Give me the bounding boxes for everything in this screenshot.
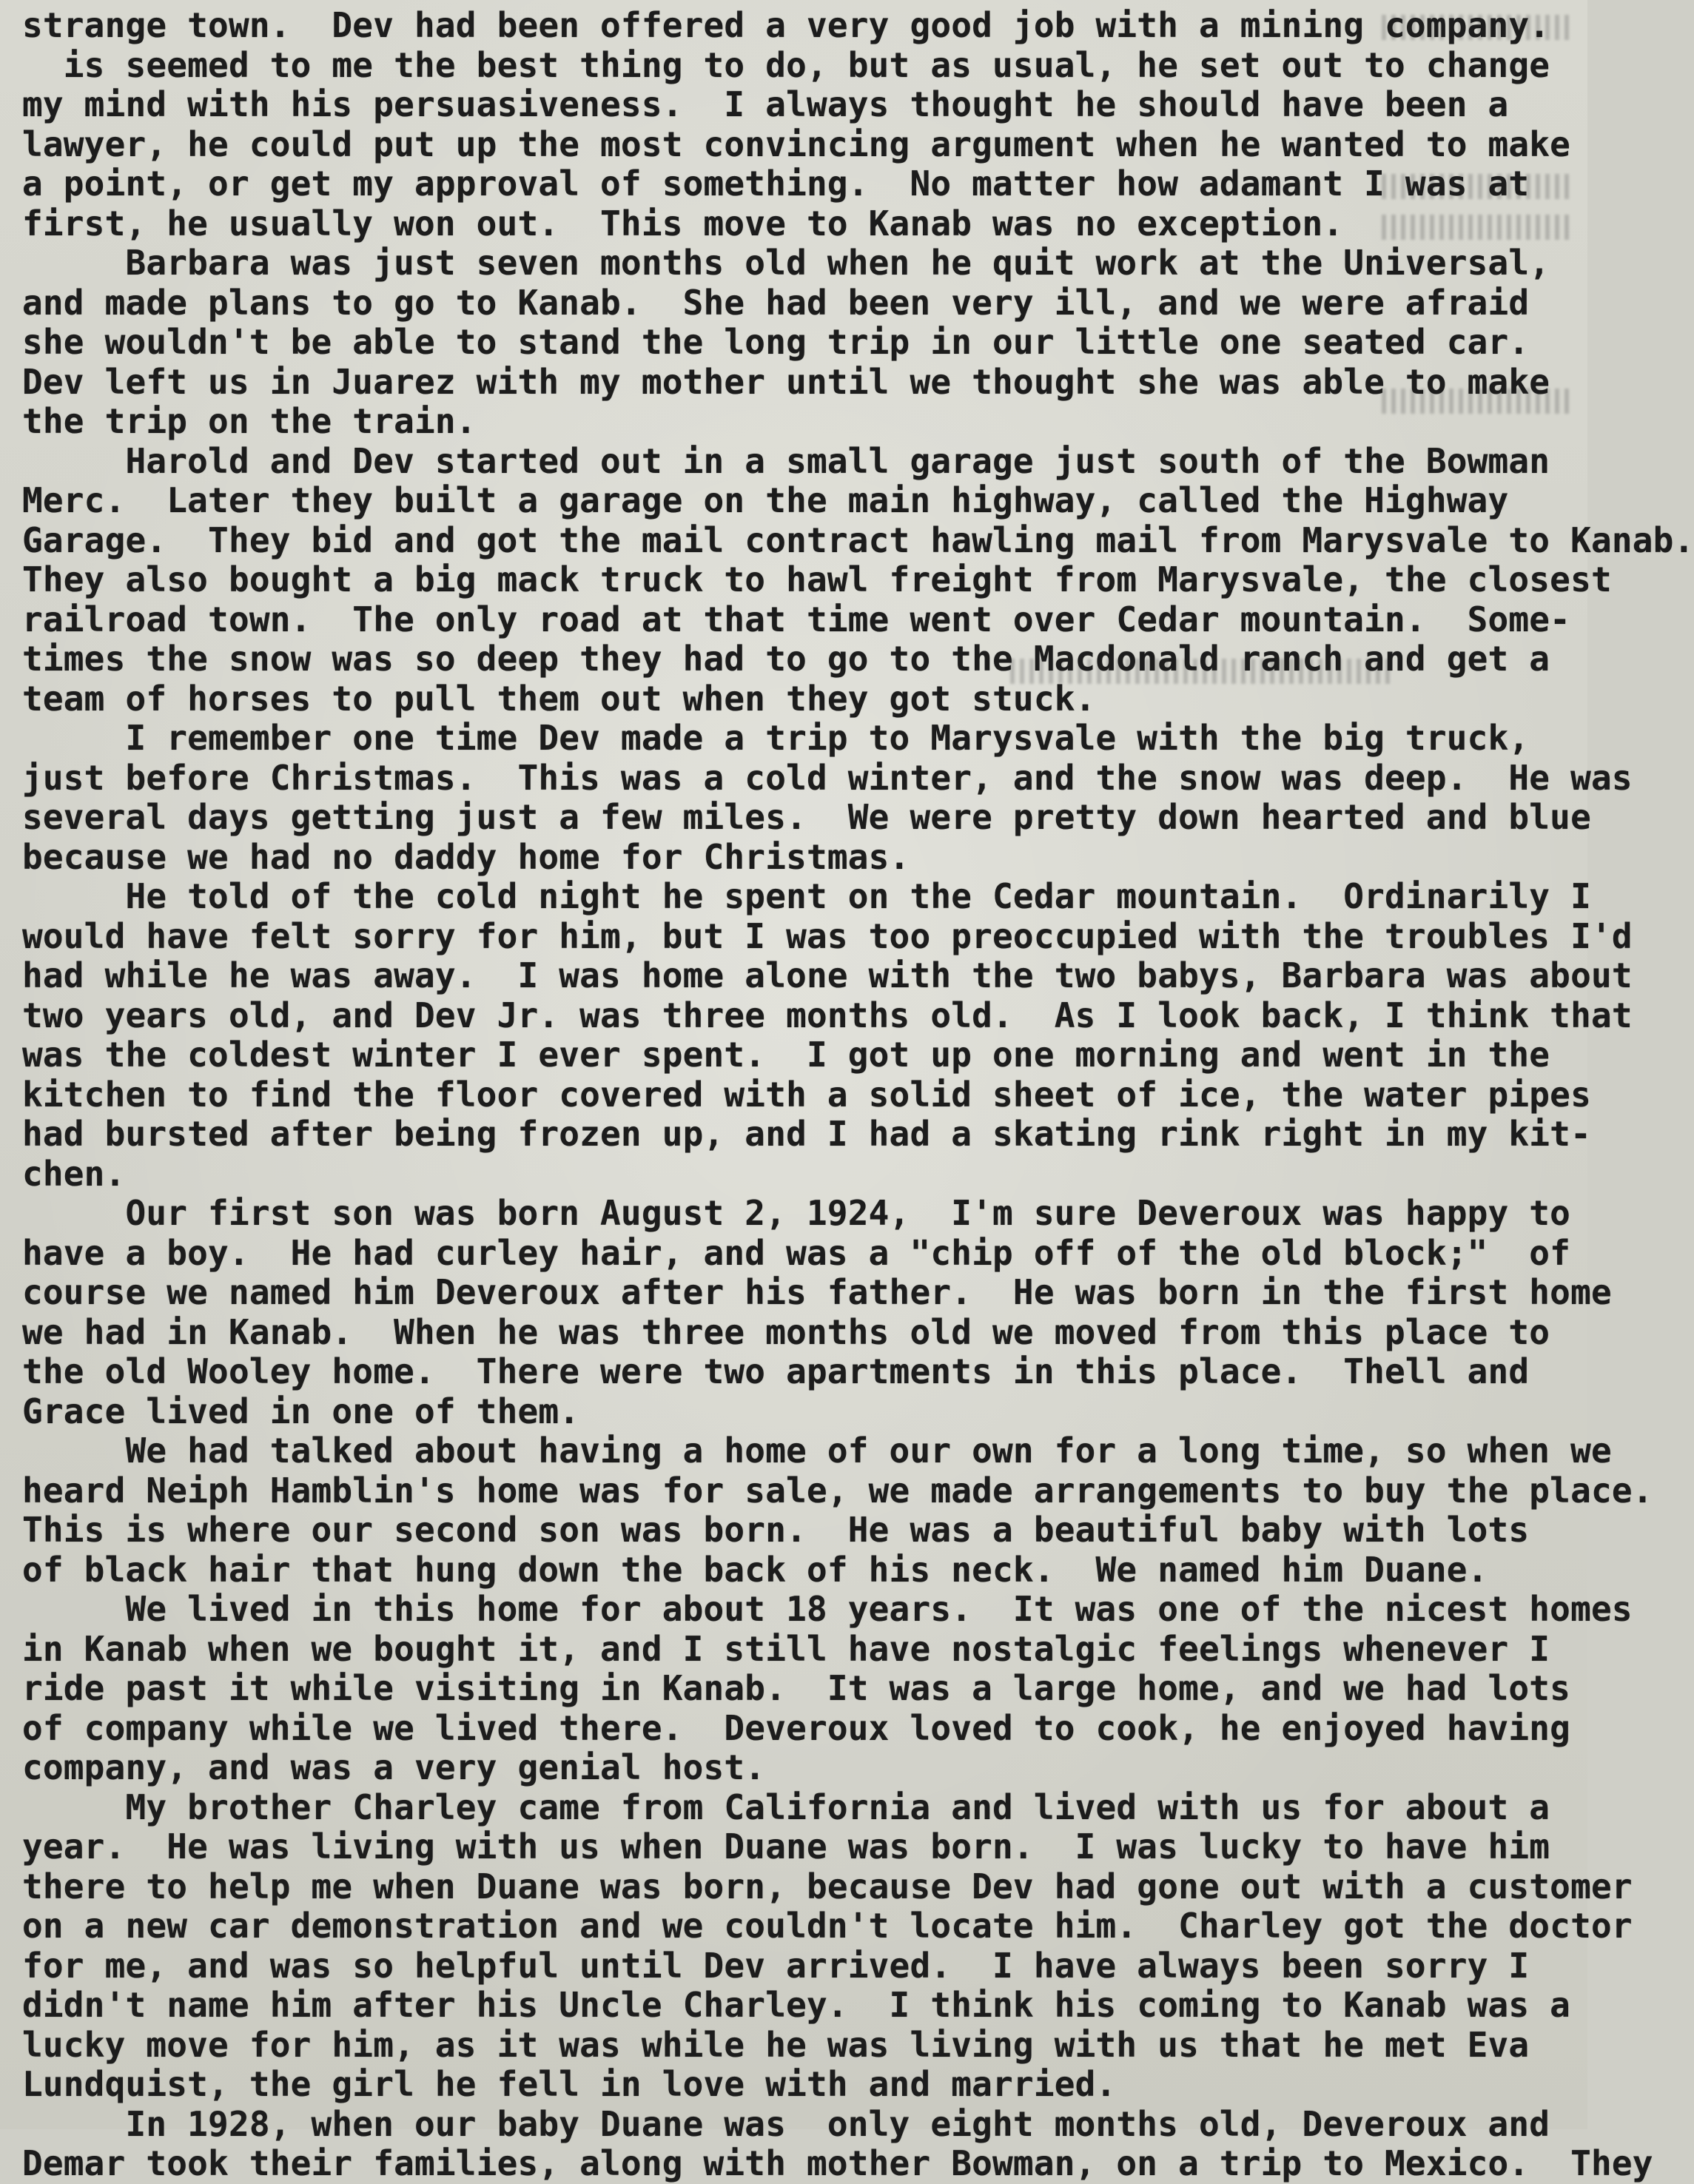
text-line: have a boy. He had curley hair, and was a "chip off of the old block;" of	[22, 1232, 1571, 1273]
text-line: team of horses to pull them out when they got stuck.	[22, 678, 1096, 719]
text-line: first, he usually won out. This move to Kanab was no exception.	[22, 203, 1344, 243]
text-line: We had talked about having a home of our own for a long time, so when we	[22, 1431, 1612, 1471]
text-line: we had in Kanab. When he was three months old we moved from this place to	[22, 1311, 1550, 1352]
text-line: company, and was a very genial host.	[22, 1747, 766, 1787]
text-line: My brother Charley came from California and lived with us for about a	[22, 1787, 1550, 1827]
text-line: several days getting just a few miles. We were pretty down hearted and blue	[22, 797, 1591, 837]
text-line: lucky move for him, as it was while he was living with us that he met Eva	[22, 2024, 1530, 2065]
text-line: the trip on the train.	[22, 401, 477, 441]
text-line: He told of the cold night he spent on the Cedar mountain. Ordinarily I	[22, 876, 1591, 916]
text-line: I remember one time Dev made a trip to Marysvale with the big truck,	[22, 718, 1530, 758]
text-line: on a new car demonstration and we couldn't locate him. Charley got the doctor	[22, 1906, 1633, 1946]
text-line: In 1928, when our baby Duane was only eight months old, Deveroux and	[22, 2103, 1550, 2144]
text-line: she wouldn't be able to stand the long trip in our little one seated car.	[22, 322, 1530, 362]
text-line: railroad town. The only road at that time went over Cedar mountain. Some-	[22, 599, 1571, 639]
text-line: Merc. Later they built a garage on the main highway, called the Highway	[22, 480, 1509, 520]
text-line: Demar took their families, along with mother Bowman, on a trip to Mexico. They	[22, 2143, 1653, 2183]
text-line: there to help me when Duane was born, because Dev had gone out with a customer	[22, 1866, 1633, 1906]
text-line: heard Neiph Hamblin's home was for sale, we made arrangements to buy the place.	[22, 1470, 1653, 1511]
text-line: course we named him Deveroux after his father. He was born in the first home	[22, 1272, 1612, 1312]
text-line: ride past it while visiting in Kanab. It was a large home, and we had lots	[22, 1668, 1571, 1708]
text-line: Dev left us in Juarez with my mother until we thought she was able to make	[22, 361, 1550, 402]
typewritten-text-body	[22, 5, 1694, 2184]
text-line: We lived in this home for about 18 years. It was one of the nicest homes	[22, 1589, 1633, 1629]
text-line: in Kanab when we bought it, and I still have nostalgic feelings whenever I	[22, 1628, 1550, 1669]
text-line: kitchen to find the floor covered with a solid sheet of ice, the water pipes	[22, 1074, 1591, 1115]
text-line: of company while we lived there. Deveroux loved to cook, he enjoyed having	[22, 1707, 1571, 1748]
text-line: a point, or get my approval of something. No matter how adamant I was at	[22, 164, 1530, 204]
text-line: because we had no daddy home for Christmas.	[22, 836, 910, 877]
text-line: for me, and was so helpful until Dev arrived. I have always been sorry I	[22, 1945, 1530, 1986]
text-line: year. He was living with us when Duane was born. I was lucky to have him	[22, 1827, 1550, 1867]
text-line: was the coldest winter I ever spent. I got up one morning and went in the	[22, 1035, 1550, 1075]
text-line: would have felt sorry for him, but I was too preoccupied with the troubles I'd	[22, 915, 1633, 956]
text-line: Our first son was born August 2, 1924, I'm sure Deveroux was happy to	[22, 1193, 1571, 1233]
text-line: didn't name him after his Uncle Charley. I think his coming to Kanab was a	[22, 1985, 1571, 2025]
text-line: is seemed to me the best thing to do, but as usual, he set out to change	[22, 44, 1550, 85]
text-line: times the snow was so deep they had to go to the Macdonald ranch and get a	[22, 639, 1550, 679]
text-line: Barbara was just seven months old when he quit work at the Universal,	[22, 243, 1550, 283]
text-line: strange town. Dev had been offered a very good job with a mining company.	[22, 5, 1550, 45]
text-line: my mind with his persuasiveness. I always thought he should have been a	[22, 84, 1509, 124]
text-line: Harold and Dev started out in a small garage just south of the Bowman	[22, 440, 1550, 481]
text-line: Garage. They bid and got the mail contract hawling mail from Marysvale to Kanab.	[22, 520, 1694, 560]
text-line: Grace lived in one of them.	[22, 1391, 580, 1431]
text-line: lawyer, he could put up the most convincing argument when he wanted to make	[22, 124, 1571, 164]
text-line: This is where our second son was born. He was a beautiful baby with lots	[22, 1510, 1530, 1550]
text-line: had bursted after being frozen up, and I had a skating rink right in my kit-	[22, 1114, 1591, 1154]
text-line: They also bought a big mack truck to hawl freight from Marysvale, the closest	[22, 560, 1612, 599]
text-line: just before Christmas. This was a cold winter, and the snow was deep. He was	[22, 757, 1633, 798]
text-line: chen.	[22, 1153, 126, 1194]
text-line: and made plans to go to Kanab. She had been very ill, and we were afraid	[22, 282, 1530, 323]
text-line: of black hair that hung down the back of his neck. We named him Duane.	[22, 1549, 1488, 1590]
text-line: two years old, and Dev Jr. was three months old. As I look back, I think that	[22, 995, 1633, 1035]
text-line: Lundquist, the girl he fell in love with and married.	[22, 2064, 1117, 2104]
text-line: the old Wooley home. There were two apartments in this place. Thell and	[22, 1351, 1530, 1391]
text-line: had while he was away. I was home alone with the two babys, Barbara was about	[22, 955, 1633, 995]
